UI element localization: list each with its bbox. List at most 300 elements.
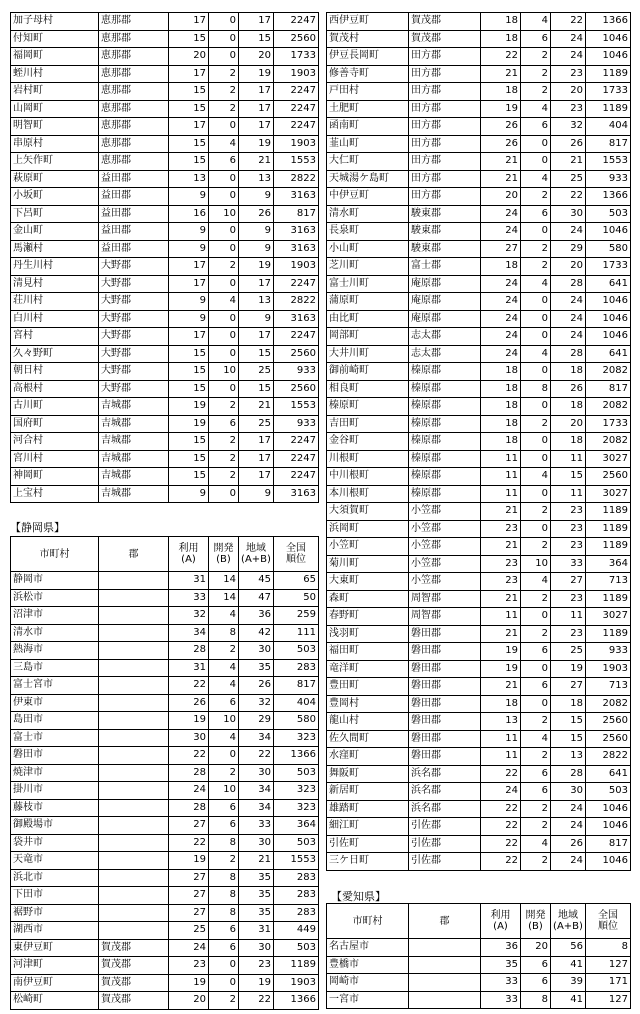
cell-muni: 韮山町 [327,135,409,153]
table-row [11,240,319,258]
cell-gun: 引佐郡 [409,835,481,853]
table-row [11,205,319,223]
cell-dev: 4 [209,293,239,311]
cell-muni: 宮村 [11,328,99,346]
cell-dev: 6 [209,694,239,712]
cell-reg: 20 [551,415,586,433]
table-row [327,188,631,206]
cell-reg: 35 [239,904,274,922]
table-row [11,433,319,451]
cell-use: 15 [169,363,209,381]
table-row [11,65,319,83]
table-row [327,503,631,521]
cell-gun: 榛原郡 [409,363,481,381]
cell-gun [99,694,169,712]
cell-dev: 0 [209,30,239,48]
cell-gun: 駿東郡 [409,205,481,223]
cell-dev: 4 [209,135,239,153]
cell-dev: 4 [209,607,239,625]
cell-reg: 30 [551,205,586,223]
cell-dev: 10 [521,555,551,573]
cell-use: 26 [481,118,521,136]
cell-muni: 大須賀町 [327,503,409,521]
cell-muni: 岡崎市 [327,974,409,992]
cell-dev: 0 [521,328,551,346]
cell-use: 9 [169,310,209,328]
cell-dev: 2 [521,83,551,101]
cell-gun: 賀茂郡 [99,974,169,992]
cell-nat: 1189 [586,100,631,118]
cell-reg: 21 [239,398,274,416]
cell-reg: 18 [551,433,586,451]
cell-use: 19 [169,712,209,730]
cell-nat: 127 [586,991,631,1009]
cell-reg: 24 [551,818,586,836]
cell-reg: 17 [239,275,274,293]
cell-dev: 6 [521,783,551,801]
cell-reg: 9 [239,188,274,206]
cell-dev: 2 [209,764,239,782]
cell-use: 24 [481,310,521,328]
table-row [327,13,631,31]
cell-muni: 御前崎町 [327,363,409,381]
cell-dev: 4 [209,677,239,695]
cell-reg: 25 [551,643,586,661]
cell-gun: 田方郡 [409,100,481,118]
cell-nat: 2560 [274,380,319,398]
cell-reg: 30 [239,764,274,782]
cell-dev: 2 [521,713,551,731]
cell-muni: 名古屋市 [327,939,409,957]
table-row [11,345,319,363]
cell-gun: 恵那郡 [99,100,169,118]
cell-gun [409,974,481,992]
cell-use: 21 [481,503,521,521]
table-row [11,904,319,922]
table-row [11,869,319,887]
cell-use: 13 [481,713,521,731]
cell-nat: 1733 [586,415,631,433]
cell-muni: 森町 [327,590,409,608]
cell-reg: 15 [239,30,274,48]
table-row [11,572,319,590]
cell-dev: 2 [209,450,239,468]
cell-muni: 白川村 [11,310,99,328]
cell-use: 22 [481,800,521,818]
cell-use: 18 [481,83,521,101]
cell-use: 17 [169,118,209,136]
table-row [11,659,319,677]
cell-gun: 周智郡 [409,608,481,626]
cell-muni: 榛原町 [327,398,409,416]
cell-use: 33 [169,589,209,607]
cell-use: 19 [169,974,209,992]
cell-nat: 1189 [586,503,631,521]
cell-muni: 上矢作町 [11,153,99,171]
table-row [327,30,631,48]
cell-reg: 15 [551,730,586,748]
cell-gun: 浜名郡 [409,765,481,783]
cell-gun: 引佐郡 [409,853,481,871]
cell-reg: 19 [239,258,274,276]
cell-nat: 503 [586,783,631,801]
cell-nat: 323 [274,799,319,817]
cell-muni: 高根村 [11,380,99,398]
cell-reg: 19 [551,660,586,678]
cell-use: 20 [481,188,521,206]
cell-dev: 14 [209,589,239,607]
cell-reg: 9 [239,223,274,241]
cell-muni: 大仁町 [327,153,409,171]
cell-reg: 34 [239,799,274,817]
cell-muni: 島田市 [11,712,99,730]
cell-dev: 4 [521,468,551,486]
cell-reg: 27 [551,573,586,591]
cell-dev: 4 [521,730,551,748]
cell-nat: 1903 [586,660,631,678]
table-row [327,485,631,503]
cell-gun: 小笠郡 [409,520,481,538]
cell-use: 22 [481,765,521,783]
cell-gun: 榛原郡 [409,468,481,486]
cell-gun: 榛原郡 [409,380,481,398]
cell-reg: 26 [551,835,586,853]
cell-gun [99,764,169,782]
table-row [327,275,631,293]
cell-use: 18 [481,415,521,433]
cell-reg: 26 [239,677,274,695]
cell-muni: 下田市 [11,887,99,905]
cell-dev: 6 [209,939,239,957]
cell-dev: 0 [209,380,239,398]
cell-muni: 小坂町 [11,188,99,206]
cell-dev: 2 [209,258,239,276]
table-row [327,118,631,136]
cell-reg: 17 [239,118,274,136]
table-row [327,450,631,468]
cell-gun: 益田郡 [99,223,169,241]
cell-reg: 18 [551,695,586,713]
cell-nat: 1046 [586,853,631,871]
cell-muni: 富士宮市 [11,677,99,695]
cell-use: 24 [481,275,521,293]
cell-use: 21 [481,590,521,608]
cell-use: 18 [481,258,521,276]
cell-reg: 21 [239,852,274,870]
cell-gun: 田方郡 [409,170,481,188]
cell-dev: 0 [209,310,239,328]
table-row [11,153,319,171]
cell-reg: 13 [551,748,586,766]
cell-nat: 283 [274,904,319,922]
cell-muni: 浜岡町 [327,520,409,538]
cell-reg: 30 [239,642,274,660]
table-row [11,363,319,381]
cell-gun [99,852,169,870]
cell-gun: 吉城郡 [99,433,169,451]
cell-muni: 三ケ日町 [327,853,409,871]
table-row [327,310,631,328]
cell-reg: 36 [239,607,274,625]
table-row [11,694,319,712]
cell-reg: 19 [239,135,274,153]
cell-dev: 4 [521,835,551,853]
table-row [11,30,319,48]
cell-use: 22 [481,835,521,853]
table-row [327,956,631,974]
cell-use: 17 [169,258,209,276]
cell-use: 26 [169,694,209,712]
cell-reg: 45 [239,572,274,590]
cell-dev: 10 [209,712,239,730]
cell-dev: 6 [521,974,551,992]
cell-nat: 3163 [274,310,319,328]
cell-gun: 益田郡 [99,188,169,206]
cell-nat: 2822 [274,293,319,311]
cell-dev: 4 [521,100,551,118]
table-row [327,293,631,311]
cell-muni: 南伊豆町 [11,974,99,992]
cell-muni: 豊田町 [327,678,409,696]
table-row [327,153,631,171]
cell-nat: 503 [586,205,631,223]
cell-gun: 磐田郡 [409,643,481,661]
cell-muni: 上宝村 [11,485,99,503]
cell-gun: 恵那郡 [99,65,169,83]
cell-muni: 伊東市 [11,694,99,712]
cell-muni: 河津町 [11,957,99,975]
cell-nat: 2560 [586,468,631,486]
cell-reg: 22 [551,13,586,31]
cell-gun: 賀茂郡 [99,992,169,1010]
cell-reg: 24 [551,223,586,241]
cell-dev: 6 [521,956,551,974]
table-header-row [327,904,631,939]
cell-nat: 580 [274,712,319,730]
cell-nat: 323 [274,729,319,747]
cell-reg: 35 [239,887,274,905]
cell-reg: 17 [239,328,274,346]
cell-nat: 8 [586,939,631,957]
cell-use: 11 [481,608,521,626]
cell-reg: 13 [239,293,274,311]
cell-use: 11 [481,485,521,503]
cell-gun: 磐田郡 [409,625,481,643]
cell-reg: 23 [239,957,274,975]
cell-reg: 22 [239,992,274,1010]
cell-use: 19 [169,398,209,416]
cell-muni: 天竜市 [11,852,99,870]
cell-dev: 14 [209,572,239,590]
cell-nat: 1903 [274,65,319,83]
cell-use: 22 [169,747,209,765]
table-row [11,957,319,975]
cell-reg: 35 [239,659,274,677]
cell-dev: 0 [209,328,239,346]
cell-gun [99,677,169,695]
cell-reg: 22 [551,188,586,206]
cell-muni: 荘川村 [11,293,99,311]
cell-use: 22 [481,818,521,836]
table-row [327,590,631,608]
table-row [327,240,631,258]
table-row [327,520,631,538]
cell-dev: 2 [521,853,551,871]
cell-nat: 1189 [274,957,319,975]
cell-muni: 小笠町 [327,538,409,556]
cell-gun: 恵那郡 [99,48,169,66]
cell-gun [99,904,169,922]
cell-gun: 吉城郡 [99,450,169,468]
table-row [11,624,319,642]
header-use: 利用 (A) [481,904,521,939]
table-row [11,380,319,398]
cell-nat: 2247 [274,118,319,136]
shizuoka-right-block [326,12,631,871]
table-row [11,450,319,468]
cell-gun: 志太郡 [409,328,481,346]
cell-reg: 28 [551,765,586,783]
cell-nat: 3163 [274,485,319,503]
cell-muni: 久々野町 [11,345,99,363]
gifu-table [10,12,319,503]
cell-dev: 2 [521,240,551,258]
cell-use: 15 [169,450,209,468]
cell-reg: 20 [551,258,586,276]
table-row [327,555,631,573]
shizuoka-right-table [326,12,631,871]
cell-use: 18 [481,363,521,381]
cell-reg: 9 [239,240,274,258]
cell-muni: 龍山村 [327,713,409,731]
cell-nat: 323 [274,782,319,800]
cell-nat: 1553 [274,398,319,416]
cell-muni: 三島市 [11,659,99,677]
cell-use: 23 [481,573,521,591]
table-row [11,817,319,835]
cell-gun: 磐田郡 [409,660,481,678]
cell-dev: 0 [521,520,551,538]
cell-use: 19 [481,100,521,118]
cell-nat: 2247 [274,450,319,468]
table-row [11,223,319,241]
cell-reg: 25 [239,415,274,433]
cell-gun: 大野郡 [99,275,169,293]
cell-reg: 25 [239,363,274,381]
cell-use: 23 [481,555,521,573]
cell-nat: 1189 [586,590,631,608]
header-nat: 全国 順位 [274,537,319,572]
cell-use: 34 [169,624,209,642]
table-row [11,992,319,1010]
cell-reg: 41 [551,956,586,974]
cell-nat: 933 [586,643,631,661]
table-row [11,887,319,905]
cell-gun: 大野郡 [99,328,169,346]
cell-gun: 大野郡 [99,345,169,363]
cell-use: 15 [169,468,209,486]
shizuoka-left-table [10,536,319,1010]
cell-gun: 磐田郡 [409,730,481,748]
table-row [327,223,631,241]
cell-reg: 23 [551,590,586,608]
cell-nat: 127 [586,956,631,974]
cell-reg: 19 [239,974,274,992]
cell-gun: 引佐郡 [409,818,481,836]
shizuoka-left-block [10,536,319,1010]
cell-dev: 2 [521,748,551,766]
cell-muni: 丹生川村 [11,258,99,276]
cell-dev: 8 [521,991,551,1009]
cell-gun [99,869,169,887]
cell-dev: 2 [209,852,239,870]
cell-dev: 0 [521,695,551,713]
cell-muni: 清見村 [11,275,99,293]
cell-dev: 2 [521,258,551,276]
cell-use: 19 [481,643,521,661]
cell-muni: 金谷町 [327,433,409,451]
cell-muni: 明智町 [11,118,99,136]
cell-reg: 26 [551,380,586,398]
cell-gun: 田方郡 [409,118,481,136]
cell-gun: 磐田郡 [409,678,481,696]
cell-nat: 1733 [586,83,631,101]
cell-dev: 10 [209,782,239,800]
cell-use: 11 [481,748,521,766]
cell-muni: 函南町 [327,118,409,136]
cell-use: 36 [481,939,521,957]
cell-nat: 641 [586,345,631,363]
cell-reg: 42 [239,624,274,642]
cell-muni: 萩原町 [11,170,99,188]
cell-muni: 袋井市 [11,834,99,852]
cell-nat: 2560 [586,730,631,748]
cell-reg: 23 [551,538,586,556]
table-row [327,835,631,853]
cell-gun: 田方郡 [409,48,481,66]
cell-dev: 2 [521,415,551,433]
table-row [327,170,631,188]
cell-use: 21 [481,625,521,643]
cell-nat: 817 [274,677,319,695]
cell-reg: 56 [551,939,586,957]
cell-gun: 浜名郡 [409,783,481,801]
cell-use: 31 [169,572,209,590]
cell-dev: 0 [209,747,239,765]
cell-gun: 磐田郡 [409,713,481,731]
cell-muni: 戸田村 [327,83,409,101]
cell-nat: 3163 [274,188,319,206]
cell-muni: 土肥町 [327,100,409,118]
cell-use: 15 [169,100,209,118]
cell-gun: 大野郡 [99,380,169,398]
cell-gun: 田方郡 [409,188,481,206]
cell-nat: 283 [274,869,319,887]
cell-nat: 171 [586,974,631,992]
cell-dev: 2 [521,800,551,818]
cell-gun: 吉城郡 [99,415,169,433]
cell-use: 18 [481,398,521,416]
cell-nat: 404 [586,118,631,136]
cell-dev: 4 [209,659,239,677]
cell-reg: 15 [551,468,586,486]
cell-reg: 24 [551,800,586,818]
cell-gun: 大野郡 [99,310,169,328]
cell-use: 33 [481,974,521,992]
cell-muni: 大井川町 [327,345,409,363]
cell-nat: 817 [586,835,631,853]
cell-reg: 24 [551,293,586,311]
